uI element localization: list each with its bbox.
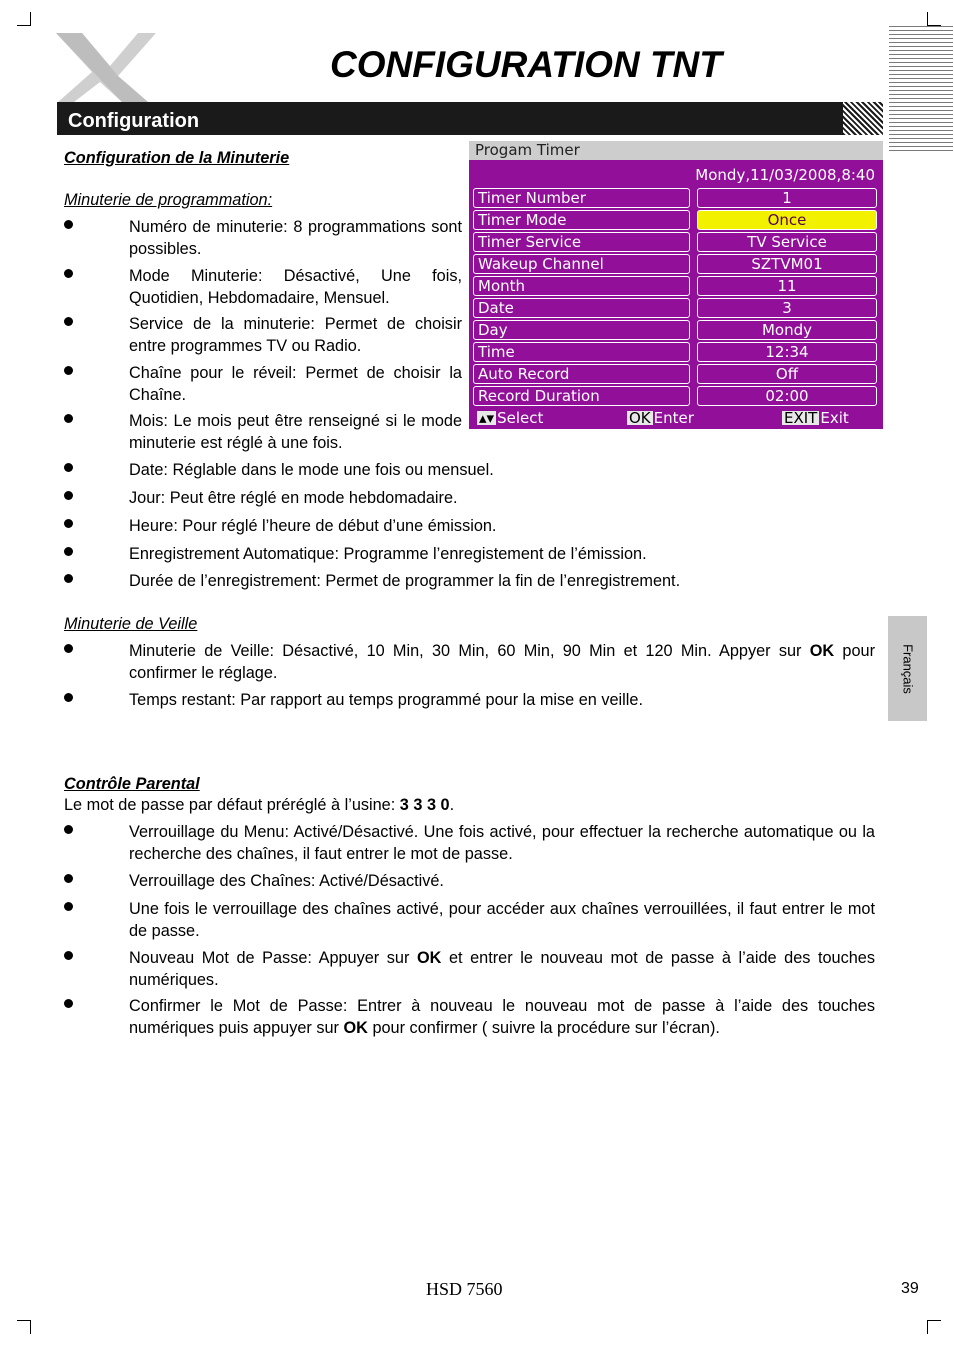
list-item-text: Verrouillage des Chaînes: Activé/Désactivé. bbox=[129, 872, 444, 890]
list-item-text: Verrouillage du Menu: Activé/Désactivé. Une fois activé, pour effectuer la recherche automatique ou la recherche des chaînes, il faut entrer le mot de passe. bbox=[129, 823, 875, 863]
tv-row-auto-record bbox=[473, 364, 878, 384]
list-item-text: Mois: Le mois peut être renseigné si le mode minuterie est réglé à une fois. bbox=[129, 412, 462, 452]
bullet-icon bbox=[64, 463, 73, 472]
header-stripes-decoration bbox=[889, 26, 953, 154]
bullet-icon bbox=[64, 491, 73, 500]
bullet-icon bbox=[64, 366, 73, 375]
language-label: Français bbox=[900, 643, 915, 694]
list-item-text: Date: Réglable dans le mode une fois ou mensuel. bbox=[129, 461, 494, 479]
bullet-icon bbox=[64, 574, 73, 583]
tv-row-label: Time bbox=[473, 342, 690, 362]
heading-parental: Contrôle Parental bbox=[64, 775, 200, 793]
tv-row-label: Timer Number bbox=[473, 188, 690, 208]
tv-row-label: Timer Mode bbox=[473, 210, 690, 230]
tv-footer bbox=[477, 409, 877, 427]
tv-row-label: Auto Record bbox=[473, 364, 690, 384]
page-title: CONFIGURATION TNT bbox=[330, 44, 722, 85]
list-item-text: Chaîne pour le réveil: Permet de choisir la Chaîne. bbox=[129, 364, 462, 404]
bullet-icon bbox=[64, 874, 73, 883]
tv-row-record-duration bbox=[473, 386, 878, 406]
heading-minuterie: Configuration de la Minuterie bbox=[64, 149, 290, 167]
crop-mark-bottom-right bbox=[927, 1320, 928, 1334]
list-item-text: Minuterie de Veille: Désactivé, 10 Min, 30 Min, 60 Min, 90 Min et 120 Min. Appyer sur OK pour confirmer le réglage. bbox=[129, 642, 875, 682]
crop-mark-bottom-left bbox=[30, 1320, 31, 1334]
bullet-icon bbox=[64, 414, 73, 423]
bullet-icon bbox=[64, 220, 73, 229]
crop-mark-top-right bbox=[927, 12, 928, 26]
list-item-text: Numéro de minuterie: 8 programmations sont possibles. bbox=[129, 218, 462, 258]
tv-row-value: 3 bbox=[697, 298, 877, 318]
tv-row-value: Mondy bbox=[697, 320, 877, 340]
section-bar-pattern bbox=[843, 102, 883, 135]
tv-row-value: Off bbox=[697, 364, 877, 384]
subheading-veille: Minuterie de Veille bbox=[64, 615, 198, 633]
subheading-programmation: Minuterie de programmation: bbox=[64, 191, 273, 209]
tv-row-day bbox=[473, 320, 878, 340]
list-item-text: Durée de l’enregistrement: Permet de programmer la fin de l’enregistrement. bbox=[129, 572, 681, 590]
list-item-text: Jour: Peut être réglé en mode hebdomadaire. bbox=[129, 489, 458, 507]
tv-row-label: Day bbox=[473, 320, 690, 340]
tv-footer-select: ▴▾ Select bbox=[479, 409, 544, 427]
bullet-icon bbox=[64, 519, 73, 528]
bullet-icon bbox=[64, 951, 73, 960]
tv-row-value: TV Service bbox=[697, 232, 877, 252]
tv-row-label: Wakeup Channel bbox=[473, 254, 690, 274]
list-item-text: Service de la minuterie: Permet de choisir entre programmes TV ou Radio. bbox=[129, 315, 462, 355]
bullet-icon bbox=[64, 317, 73, 326]
tv-row-value-selected: Once bbox=[697, 210, 877, 230]
tv-row-label: Timer Service bbox=[473, 232, 690, 252]
tv-row-timer-service bbox=[473, 232, 878, 252]
bullet-icon bbox=[64, 902, 73, 911]
list-item-text: Une fois le verrouillage des chaînes activé, pour accéder aux chaînes verrouillées, il faut entrer le mot de passe. bbox=[129, 900, 875, 940]
tv-row-value: 11 bbox=[697, 276, 877, 296]
bullet-icon bbox=[64, 547, 73, 556]
list-item-text: Heure: Pour réglé l’heure de début d’une émission. bbox=[129, 517, 497, 535]
exit-key-icon: EXIT bbox=[784, 409, 818, 427]
tv-row-date bbox=[473, 298, 878, 318]
bullet-icon bbox=[64, 644, 73, 653]
list-item-text: Temps restant: Par rapport au temps programmé pour la mise en veille. bbox=[129, 691, 643, 709]
tv-header-title: Progam Timer bbox=[475, 141, 580, 159]
page-number: 39 bbox=[901, 1280, 919, 1297]
section-title: Configuration bbox=[68, 110, 200, 132]
tv-footer-exit: EXIT Exit bbox=[784, 409, 849, 427]
ok-key-icon: OK bbox=[629, 409, 651, 427]
list-item-text: Enregistrement Automatique: Programme l’enregistement de l’émission. bbox=[129, 545, 647, 563]
tv-row-value: 1 bbox=[697, 188, 877, 208]
crop-mark-bottom-right bbox=[927, 1320, 941, 1321]
up-down-arrows-icon: ▴▾ bbox=[479, 409, 495, 427]
tv-row-wakeup-channel bbox=[473, 254, 878, 274]
bullet-icon bbox=[64, 999, 73, 1008]
list-item-text: Nouveau Mot de Passe: Appuyer sur OK et entrer le nouveau mot de passe à l’aide des touches numériques. bbox=[129, 949, 875, 989]
tv-row-month bbox=[473, 276, 878, 296]
brand-logo bbox=[52, 30, 162, 105]
tv-row-time bbox=[473, 342, 878, 362]
tv-row-value: 12:34 bbox=[697, 342, 877, 362]
crop-mark-top-left bbox=[30, 12, 31, 26]
program-timer-screenshot bbox=[469, 141, 883, 429]
tv-header bbox=[469, 141, 883, 160]
tv-row-label: Month bbox=[473, 276, 690, 296]
bullet-icon bbox=[64, 269, 73, 278]
tv-footer-enter: OK Enter bbox=[629, 409, 694, 427]
parental-intro: Le mot de passe par défaut préréglé à l’usine: 3 3 3 0. bbox=[64, 796, 455, 814]
list-item-text: Mode Minuterie: Désactivé, Une fois, Quotidien, Hebdomadaire, Mensuel. bbox=[129, 267, 462, 307]
tv-row-timer-mode bbox=[473, 210, 878, 230]
tv-row-value: 02:00 bbox=[697, 386, 877, 406]
tv-row-label: Date bbox=[473, 298, 690, 318]
bullet-icon bbox=[64, 825, 73, 834]
tv-datetime: Mondy,11/03/2008,8:40 bbox=[695, 166, 875, 184]
tv-row-value: SZTVM01 bbox=[697, 254, 877, 274]
tv-row-timer-number bbox=[473, 188, 878, 208]
crop-mark-bottom-left bbox=[17, 1320, 31, 1321]
list-item-text: Confirmer le Mot de Passe: Entrer à nouveau le nouveau mot de passe à l’aide des touches numériques puis appuyer sur OK pour confirmer ( suivre la procédure sur l’écran). bbox=[129, 997, 875, 1037]
tv-row-label: Record Duration bbox=[473, 386, 690, 406]
section-header-bar bbox=[57, 102, 883, 135]
language-side-tab bbox=[888, 616, 927, 721]
crop-mark-top-left bbox=[17, 25, 31, 26]
footer-model-logo: HSD 7560 bbox=[426, 1279, 503, 1299]
bullet-icon bbox=[64, 693, 73, 702]
